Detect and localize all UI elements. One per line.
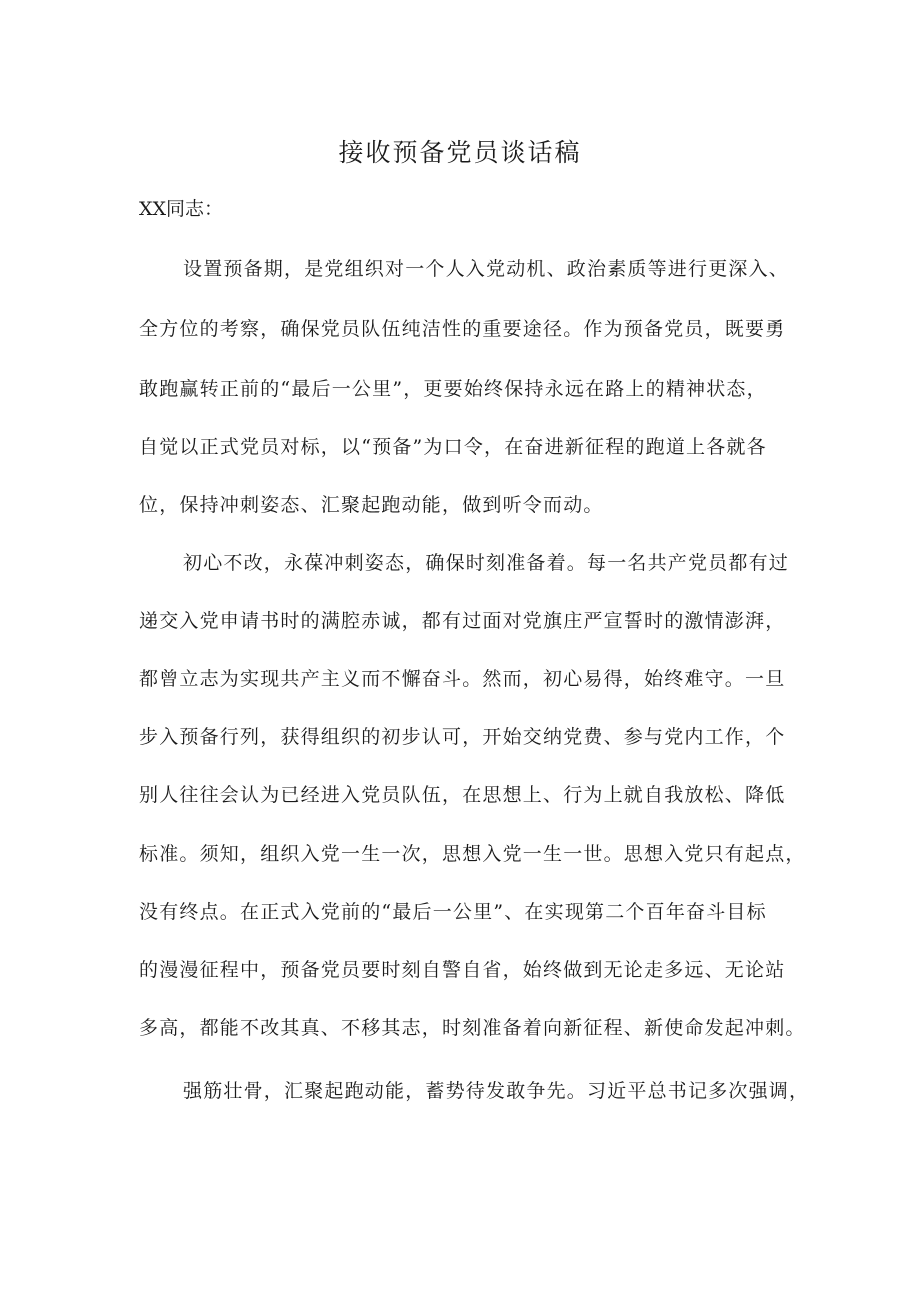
paragraph-line: 别人往往会认为已经进入党员队伍，在思想上、行为上就自我放松、降低 — [139, 784, 786, 806]
paragraph-line: 递交入党申请书时的满腔赤诚，都有过面对党旗庄严宣誓时的激情澎湃， — [139, 610, 786, 632]
salutation: XX同志： — [139, 198, 224, 220]
paragraph-line: 标准。须知，组织入党一生一次，思想入党一生一世。思想入党只有起点， — [139, 843, 806, 865]
paragraph-line: 没有终点。在正式入党前的“最后一公里”、在实现第二个百年奋斗目标 — [139, 901, 767, 923]
paragraph-line: 全方位的考察，确保党员队伍纯洁性的重要途径。作为预备党员，既要勇 — [139, 318, 786, 340]
document-title: 接收预备党员谈话稿 — [338, 138, 582, 167]
paragraph-line: 强筋壮骨，汇聚起跑动能，蓄势待发敢争先。习近平总书记多次强调， — [183, 1080, 810, 1102]
paragraph-line: 敢跑赢转正前的“最后一公里”，更要始终保持永远在路上的精神状态， — [139, 378, 767, 400]
paragraph-line: 自觉以正式党员对标，以“预备”为口令，在奋进新征程的跑道上各就各 — [139, 436, 767, 458]
paragraph-line: 设置预备期，是党组织对一个人入党动机、政治素质等进行更深入、 — [183, 258, 790, 280]
paragraph-line: 的漫漫征程中，预备党员要时刻自警自省，始终做到无论走多远、无论站 — [139, 959, 786, 981]
paragraph-line: 初心不改，永葆冲刺姿态，确保时刻准备着。每一名共产党员都有过 — [183, 552, 790, 574]
paragraph-line: 步入预备行列，获得组织的初步认可，开始交纳党费、参与党内工作，个 — [139, 726, 786, 748]
paragraph-line: 位，保持冲刺姿态、汇聚起跑动能，做到听令而动。 — [139, 494, 604, 516]
paragraph-line: 多高，都能不改其真、不移其志，时刻准备着向新征程、新使命发起冲刺。 — [139, 1017, 806, 1039]
paragraph-line: 都曾立志为实现共产主义而不懈奋斗。然而，初心易得，始终难守。一旦 — [139, 668, 786, 690]
